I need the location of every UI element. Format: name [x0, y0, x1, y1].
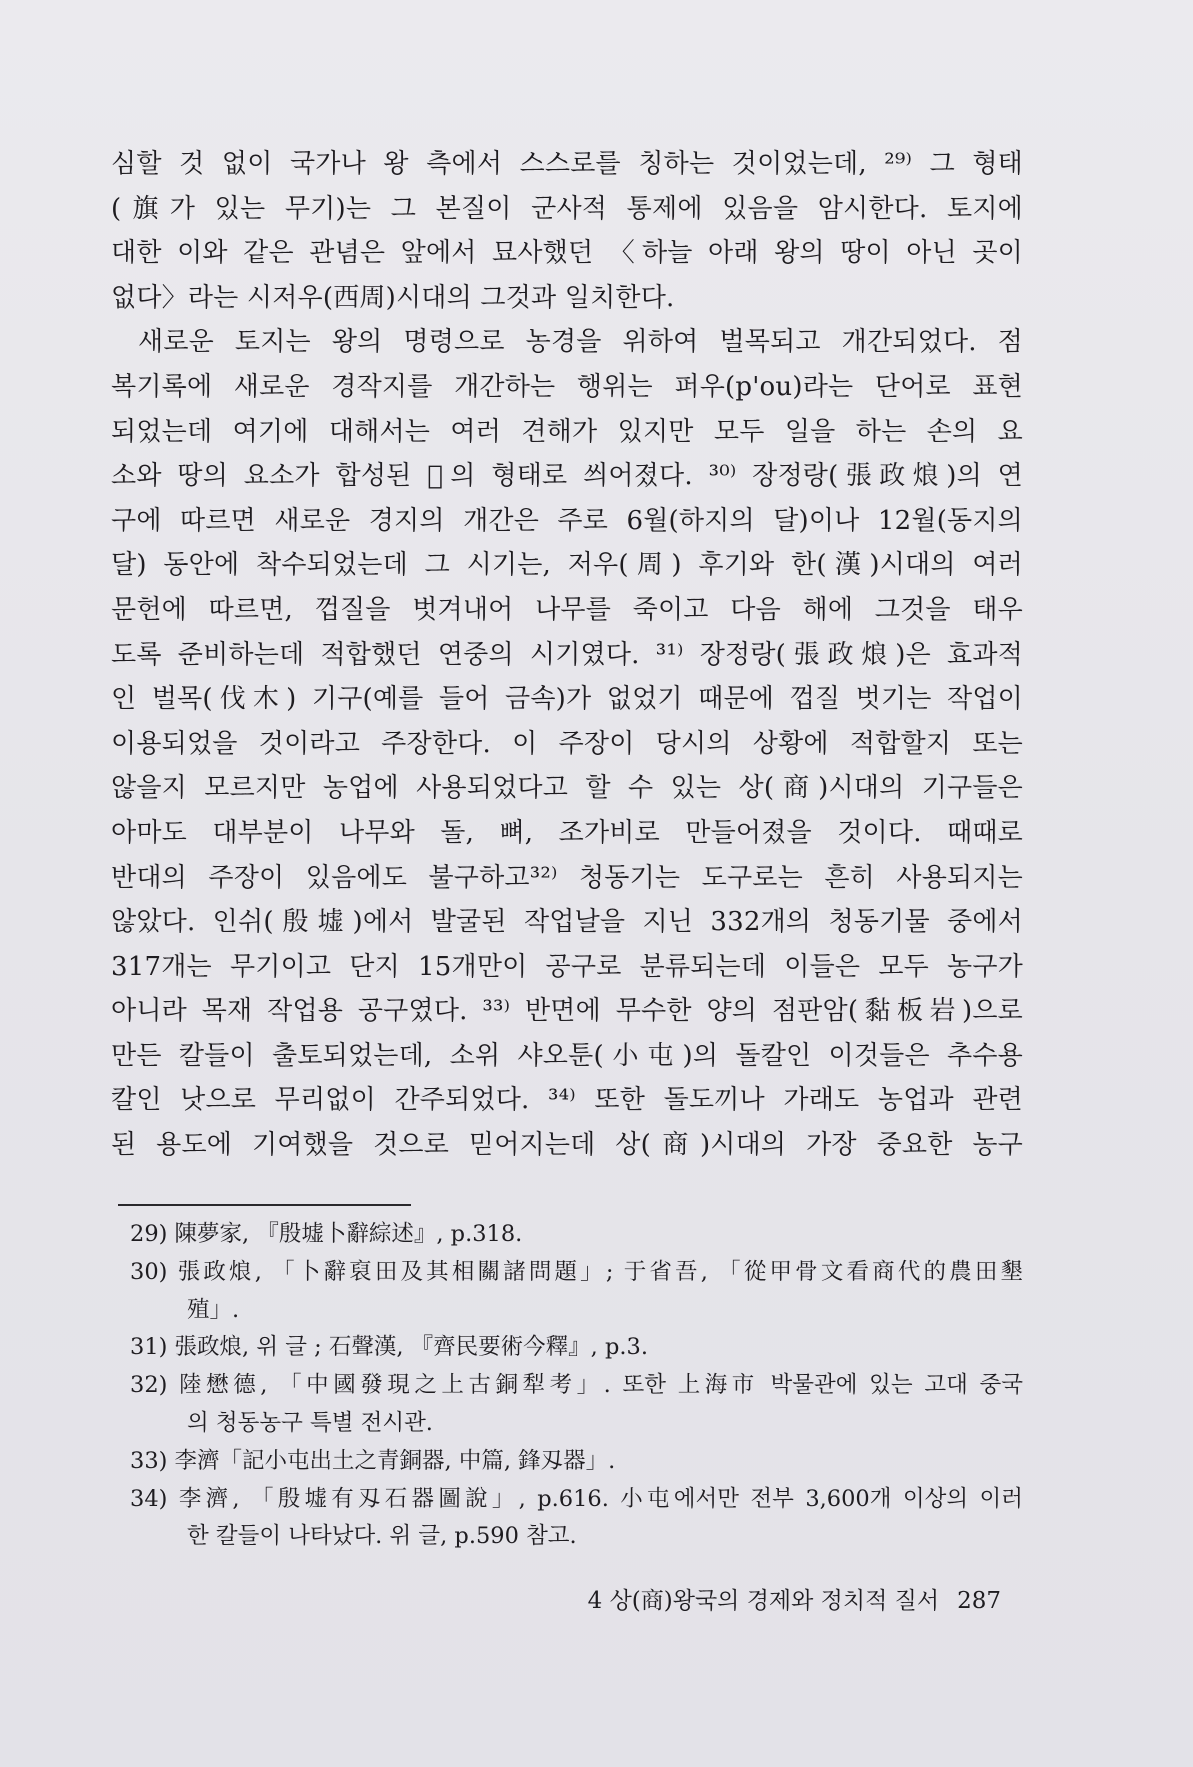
text-line: 만든 칼들이 출토되었는데, 소위 샤오툰(小屯)의 돌칼인 이것들은 추수용 [111, 1040, 1023, 1071]
text-line: 반대의 주장이 있음에도 불구하고³²⁾ 청동기는 도구로는 흔히 사용되지는 [111, 862, 1023, 893]
text-line: 구에 따르면 새로운 경지의 개간은 주로 6월(하지의 달)이나 12월(동지의 [111, 505, 1023, 536]
footnote-divider [118, 1204, 411, 1206]
text-line: 문헌에 따르면, 껍질을 벗겨내어 나무를 죽이고 다음 해에 그것을 태우 [111, 594, 1023, 625]
text-line: (旗가 있는 무기)는 그 본질이 군사적 통제에 있음을 암시한다. 토지에 [111, 193, 1023, 224]
text-line: 달) 동안에 착수되었는데 그 시기는, 저우(周) 후기와 한(漢)시대의 여러 [111, 550, 1023, 581]
text-line: 된 용도에 기여했을 것으로 믿어지는데 상(商)시대의 가장 중요한 농구 [111, 1130, 1023, 1161]
footnote-29: 29) 陳夢家, 『殷墟卜辭綜述』, p.318. [130, 1221, 523, 1247]
footnote-34: 34) 李濟, 「殷墟有刄石器圖說」, p.616. 小屯에서만 전부 3,600개 이상의 이러 [130, 1485, 1023, 1512]
text-line: 되었는데 여기에 대해서는 여러 견해가 있지만 모두 일을 하는 손의 요 [111, 416, 1023, 447]
text-line: 없다〉라는 시저우(西周)시대의 그것과 일치한다. [111, 282, 675, 313]
text-line: 않았다. 인쉬(殷墟)에서 발굴된 작업날을 지닌 332개의 청동기물 중에서 [111, 907, 1023, 938]
text-line: 아니라 목재 작업용 공구였다. ³³⁾ 반면에 무수한 양의 점판암(黏板岩)으로 [111, 996, 1023, 1027]
footnotes [130, 1216, 1023, 1556]
paragraph-start-line: 새로운 토지는 왕의 명령으로 농경을 위하여 벌목되고 개간되었다. 점 [138, 327, 1023, 358]
footnote-30-continued: 殖」. [187, 1296, 240, 1323]
text-line: 않을지 모르지만 농업에 사용되었다고 할 수 있는 상(商)시대의 기구들은 [111, 773, 1023, 804]
footnote-30: 30) 張政烺, 「卜辭裒田及其相關諸問題」; 于省吾, 「從甲骨文看商代的農田墾 [130, 1258, 1023, 1285]
footnote-32: 32) 陸懋德, 「中國發現之上古銅犁考」. 또한 上海市 박물관에 있는 고대 중국 [130, 1372, 1023, 1399]
text-line: 소와 땅의 요소가 합성된 𤰔의 형태로 씌어졌다. ³⁰⁾ 장정랑(張政烺)의 연 [111, 461, 1023, 492]
text-line: 317개는 무기이고 단지 15개만이 공구로 분류되는데 이들은 모두 농구가 [111, 951, 1023, 982]
page-number: 287 [957, 1588, 1001, 1614]
text-line: 아마도 대부분이 나무와 돌, 뼈, 조가비로 만들어졌을 것이다. 때때로 [111, 817, 1023, 848]
text-line: 대한 이와 같은 관념은 앞에서 묘사했던 〈하늘 아래 왕의 땅이 아닌 곳이 [111, 238, 1023, 269]
text-line: 복기록에 새로운 경작지를 개간하는 행위는 퍼우(p'ou)라는 단어로 표현 [111, 371, 1023, 402]
running-footer [588, 1584, 1001, 1618]
text-line: 이용되었을 것이라고 주장한다. 이 주장이 당시의 상황에 적합할지 또는 [111, 728, 1023, 759]
footnote-33: 33) 李濟「記小屯出土之青銅器, 中篇, 鋒刄器」. [130, 1447, 616, 1474]
footnote-34-continued: 한 칼들이 나타났다. 위 글, p.590 참고. [187, 1523, 577, 1550]
footnote-32-continued: 의 청동농구 특별 전시관. [187, 1409, 433, 1436]
main-text [111, 142, 1023, 1168]
text-line: 칼인 낫으로 무리없이 간주되었다. ³⁴⁾ 또한 돌도끼나 가래도 농업과 관련 [111, 1085, 1023, 1116]
footnote-31: 31) 張政烺, 위 글 ; 石聲漢, 『齊民要術今釋』, p.3. [130, 1334, 649, 1361]
chapter-title: 4 상(商)왕국의 경제와 정치적 질서 [587, 1588, 940, 1614]
text-line: 심할 것 없이 국가나 왕 측에서 스스로를 칭하는 것이었는데, ²⁹⁾ 그 형태 [111, 149, 1023, 179]
text-line: 도록 준비하는데 적합했던 연중의 시기였다. ³¹⁾ 장정랑(張政烺)은 효과적 [111, 639, 1023, 670]
text-line: 인 벌목(伐木) 기구(예를 들어 금속)가 없었기 때문에 껍질 벗기는 작업이 [111, 684, 1023, 715]
